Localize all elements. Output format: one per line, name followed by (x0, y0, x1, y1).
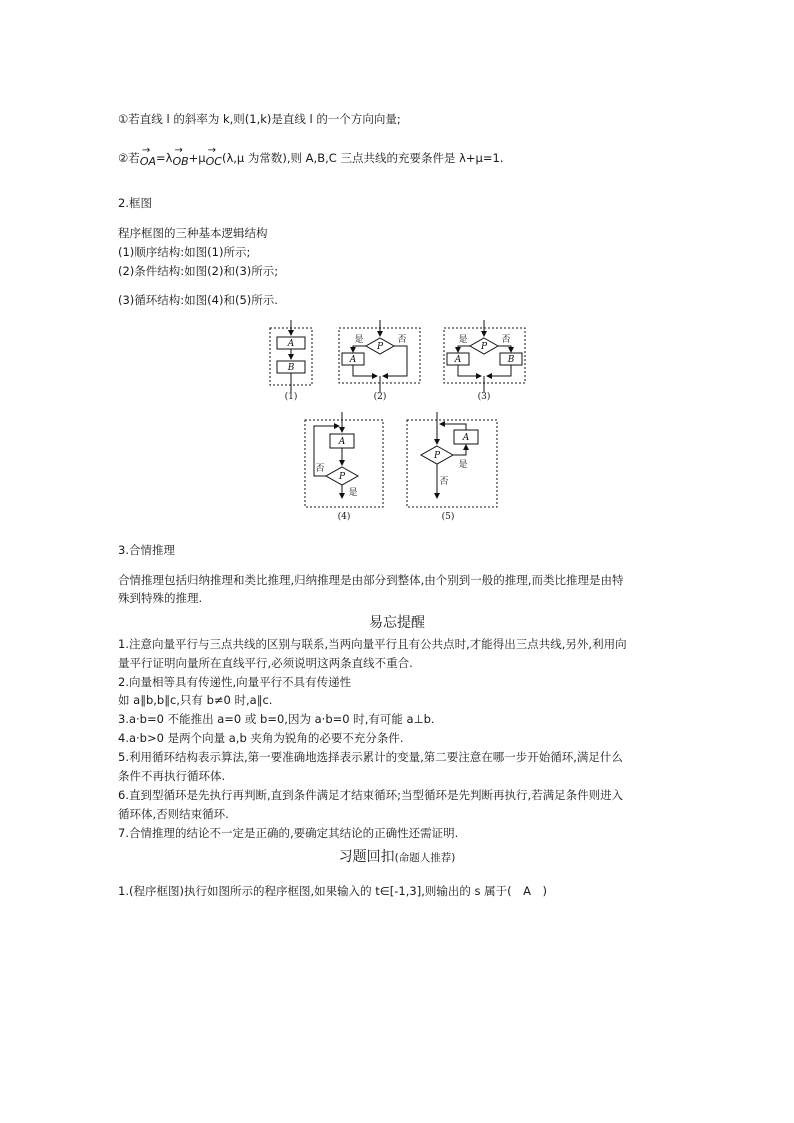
frame-5 (407, 420, 497, 507)
reminder-line: 1.注意向量平行与三点共线的区别与联系,当两向量平行且有公共点时,才能得出三点共线,另外,利用向 (118, 637, 627, 651)
reminder-line: 5.利用循环结构表示算法,第一要准确地选择表示累计的变量,第二要注意在哪一步开始循环,满足什么 (118, 750, 623, 764)
item-2 (118, 150, 503, 167)
label-b-1: B (287, 363, 295, 373)
item-2-plus: +μ (188, 151, 206, 165)
label-a-2: A (349, 355, 357, 365)
vector-oc: → OC (206, 154, 222, 170)
reminder-line: 4.a·b>0 是两个向量 a,b 夹角为锐角的必要不充分条件. (118, 731, 404, 745)
label-a-5: A (462, 433, 470, 443)
item-2-suffix: (λ,μ 为常数),则 A,B,C 三点共线的充要条件是 λ+μ=1. (221, 151, 504, 165)
label-yes-3: 是 (458, 335, 468, 345)
reminders-heading: 易忘提醒 (369, 615, 425, 631)
caption-5: (5) (441, 512, 455, 522)
flowchart-figure (260, 318, 540, 523)
exercises-heading (0, 848, 794, 867)
reminder-line: 2.向量相等具有传递性,向量平行不具有传递性 (118, 675, 352, 689)
caption-1: (1) (284, 392, 298, 402)
exercises-heading-note: (命题人推荐) (394, 852, 456, 864)
item-2-equals: =λ (156, 151, 173, 165)
reminder-line: 如 a∥b,b∥c,只有 b≠0 时,a∥c. (118, 693, 273, 707)
loop-structure: (3)循环结构:如图(4)和(5)所示. (118, 293, 278, 307)
label-no-4: 否 (315, 464, 325, 474)
label-a-1: A (287, 339, 295, 349)
caption-4: (4) (337, 512, 351, 522)
label-a-4: A (338, 437, 346, 447)
reminder-line: 量平行证明向量所在直线平行,必须说明这两条直线不重合. (118, 656, 413, 670)
reminder-line: 3.a·b=0 不能推出 a=0 或 b=0,因为 a·b=0 时,有可能 a⊥b. (118, 712, 435, 726)
item-2-prefix: ②若 (118, 151, 140, 165)
label-p-4: P (338, 472, 346, 482)
reminder-line: 6.直到型循环是先执行再判断,直到条件满足才结束循环;当型循环是先判断再执行,若满足条件则进入 (118, 788, 624, 802)
caption-2: (2) (373, 392, 387, 402)
item-1: ①若直线 l 的斜率为 k,则(1,k)是直线 l 的一个方向向量; (118, 112, 401, 126)
section-2-title: 2.框图 (118, 196, 152, 210)
section-3-title: 3.合情推理 (118, 543, 175, 557)
reminder-line: 条件不再执行循环体. (118, 769, 226, 783)
question-1: 1.(程序框图)执行如图所示的程序框图,如果输入的 t∈[-1,3],则输出的 s 属于( A ) (118, 884, 547, 898)
exercises-heading-title: 习题回扣 (338, 849, 395, 865)
label-yes-4: 是 (348, 488, 358, 498)
reminder-line: 循环体,否则结束循环. (118, 807, 229, 821)
label-p-3: P (480, 342, 488, 352)
vector-ob: → OB (172, 154, 188, 170)
label-yes-5: 是 (458, 460, 468, 470)
vector-oa: → OA (140, 154, 156, 170)
reminder-line: 7.合情推理的结论不一定是正确的,要确定其结论的正确性还需证明. (118, 826, 459, 840)
label-p-5: P (433, 451, 441, 461)
label-p-2: P (376, 342, 384, 352)
sequence-structure: (1)顺序结构:如图(1)所示; (118, 245, 251, 259)
label-a-3: A (454, 355, 462, 365)
section-2-intro: 程序框图的三种基本逻辑结构 (118, 226, 268, 240)
section-3-text-1: 合情推理包括归纳推理和类比推理,归纳推理是由部分到整体,由个别到一般的推理,而类比推理是由特 (118, 573, 624, 587)
condition-structure: (2)条件结构:如图(2)和(3)所示; (118, 264, 279, 278)
label-yes-2: 是 (354, 335, 364, 345)
label-no-2: 否 (397, 335, 407, 345)
label-no-5: 否 (439, 477, 449, 487)
label-no-3: 否 (501, 335, 511, 345)
label-b-3: B (507, 355, 515, 365)
caption-3: (3) (477, 392, 491, 402)
section-3-text-2: 殊到特殊的推理. (118, 591, 203, 605)
